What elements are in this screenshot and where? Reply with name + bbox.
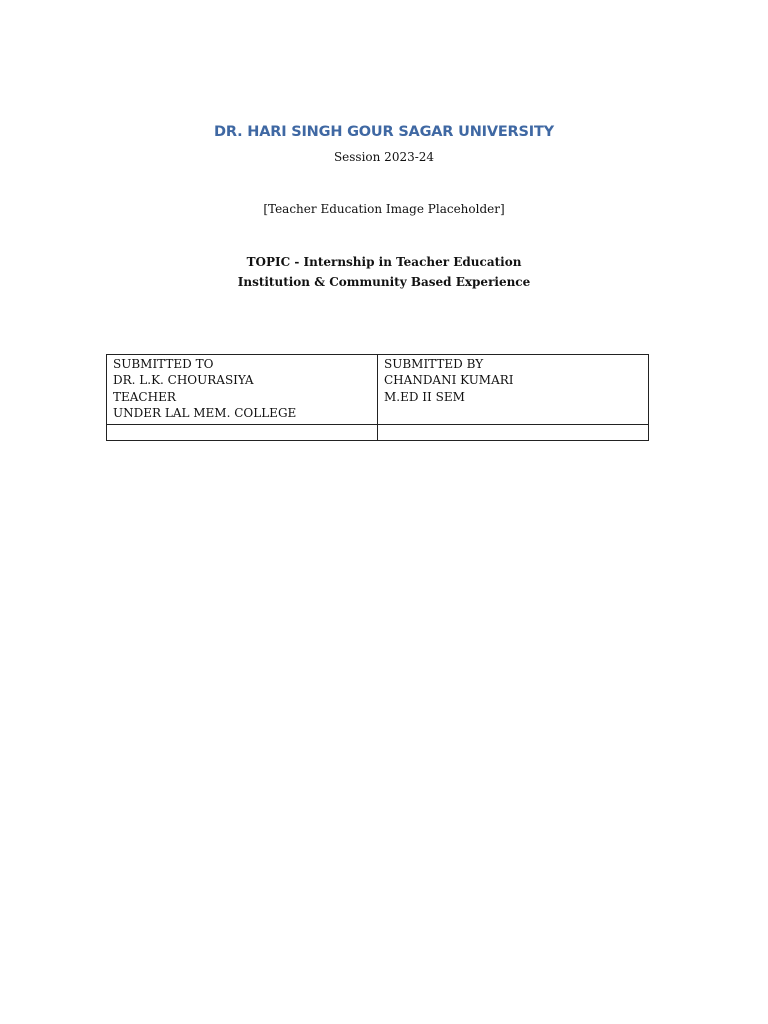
student-class: M.ED II SEM: [384, 389, 465, 404]
topic-heading: [0, 252, 768, 292]
submitted-by-cell: [378, 355, 649, 425]
student-name: CHANDANI KUMARI: [384, 373, 514, 388]
session-text: Session 2023-24: [333, 150, 435, 164]
topic-line-1: TOPIC - Internship in Teacher Education: [246, 255, 522, 269]
table-row: [107, 424, 649, 440]
supervisor-institution: UNDER LAL MEM. COLLEGE: [113, 406, 297, 421]
submission-table: [106, 354, 649, 441]
empty-cell: [107, 424, 378, 440]
university-title: DR. HARI SINGH GOUR SAGAR UNIVERSITY: [214, 124, 554, 140]
empty-cell: [378, 424, 649, 440]
submitted-by-heading: SUBMITTED BY: [384, 357, 484, 371]
image-placeholder: [Teacher Education Image Placeholder]: [263, 202, 505, 216]
table-row: [107, 355, 649, 425]
submitted-to-heading: SUBMITTED TO: [113, 357, 214, 371]
supervisor-name: DR. L.K. CHOURASIYA: [113, 373, 254, 388]
submitted-to-cell: [107, 355, 378, 425]
topic-line-2: Institution & Community Based Experience: [237, 275, 531, 289]
supervisor-designation: TEACHER: [113, 389, 176, 404]
